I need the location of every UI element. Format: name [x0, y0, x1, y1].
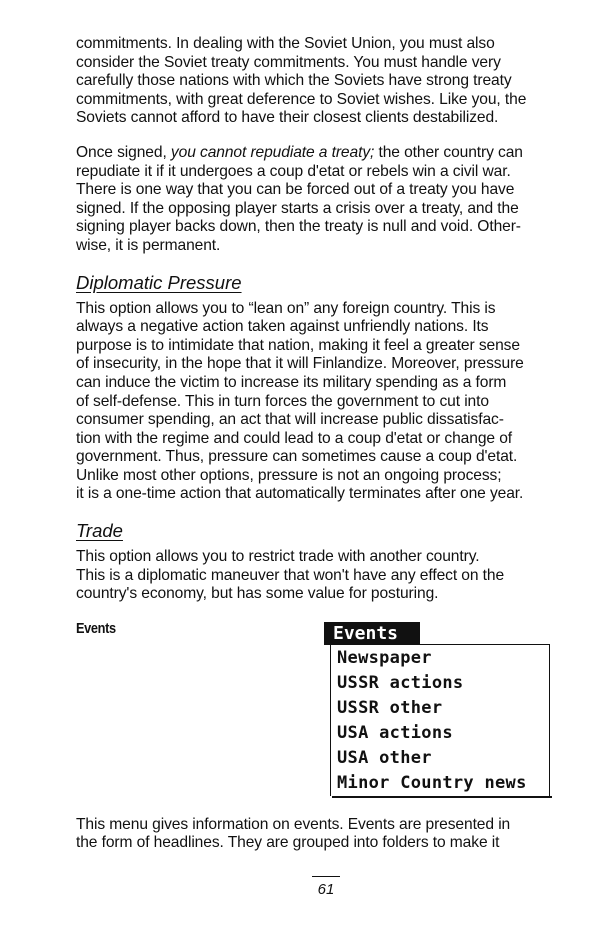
manual-page	[76, 35, 576, 898]
text-line: This menu gives information on events. Events are presented in	[76, 815, 511, 833]
text-line: wise, it is permanent.	[76, 236, 221, 254]
section-heading-events: Events	[76, 619, 116, 637]
text-line: can induce the victim to increase its military spending as a form	[76, 373, 507, 391]
text-line: This option allows you to “lean on” any foreign country. This is	[76, 299, 496, 317]
text-line: government. Thus, pressure can sometimes cause a coup d'etat.	[76, 448, 518, 466]
paragraph-events	[76, 816, 576, 853]
menu-drop-shadow	[332, 796, 552, 798]
text-lead: Once signed,	[76, 143, 171, 161]
text-line: it is a one-time action that automatically terminates after one year.	[76, 485, 524, 503]
paragraph-diplomatic-pressure	[76, 300, 576, 505]
text-line: commitments. In dealing with the Soviet Union, you must also	[76, 35, 495, 52]
text-line: tion with the regime and could lead to a coup d'etat or change of	[76, 429, 512, 447]
text-line: Soviets cannot afford to have their closest clients destabilized.	[76, 109, 499, 127]
paragraph-treaty-commitments	[76, 35, 576, 128]
menu-item-ussr-other[interactable]: USSR other	[337, 697, 443, 718]
page-number-rule	[312, 876, 340, 877]
menu-item-usa-other[interactable]: USA other	[337, 747, 432, 768]
text-line: This option allows you to restrict trade with another country.	[76, 548, 480, 566]
text-line: This is a diplomatic maneuver that won't have any effect on the	[76, 566, 505, 584]
text-line: consider the Soviet treaty commitments. You must handle very	[76, 53, 501, 71]
text-line: commitments, with great deference to Soviet wishes. Like you, the	[76, 90, 527, 108]
section-heading-trade: Trade	[76, 520, 123, 542]
menu-item-minor-country-news[interactable]: Minor Country news	[337, 772, 527, 793]
paragraph-treaty-repudiation	[76, 144, 576, 256]
text-line: carefully those nations with which the Soviets have strong treaty	[76, 72, 512, 90]
text-line: There is one way that you can be forced out of a treaty you have	[76, 181, 515, 199]
text-line: purpose is to intimidate that nation, making it feel a greater sense	[76, 336, 520, 354]
paragraph-trade	[76, 548, 576, 604]
section-heading-diplomatic-pressure: Diplomatic Pressure	[76, 271, 242, 293]
text-line: Unlike most other options, pressure is not an ongoing process;	[76, 466, 502, 484]
events-section	[76, 620, 576, 816]
text-line: consumer spending, an act that will increase public dissatisfac-	[76, 411, 504, 429]
menu-item-newspaper[interactable]: Newspaper	[337, 647, 432, 668]
text-rest: the other country can	[374, 143, 523, 161]
menu-item-usa-actions[interactable]: USA actions	[337, 722, 453, 743]
text-line: of self-defense. This in turn forces the government to cut into	[76, 392, 489, 410]
text-line: the form of headlines. They are grouped into folders to make it	[76, 834, 500, 852]
text-line: country's economy, but has some value for posturing.	[76, 585, 439, 603]
text-line: signing player backs down, then the treaty is null and void. Other-	[76, 218, 521, 236]
text-line: repudiate it if it undergoes a coup d'etat or rebels win a civil war.	[76, 162, 511, 180]
text-line	[76, 144, 576, 163]
text-line: always a negative action taken against unfriendly nations. Its	[76, 318, 489, 336]
text-line: signed. If the opposing player starts a crisis over a treaty, and the	[76, 199, 519, 217]
events-menu-title[interactable]: Events	[324, 622, 420, 645]
text-line: of insecurity, in the hope that it will Finlandize. Moreover, pressure	[76, 355, 524, 373]
page-number: 61	[317, 881, 335, 898]
menu-item-ussr-actions[interactable]: USSR actions	[337, 672, 464, 693]
events-dropdown-menu	[330, 644, 550, 796]
emphasis-text: you cannot repudiate a treaty;	[170, 143, 375, 161]
